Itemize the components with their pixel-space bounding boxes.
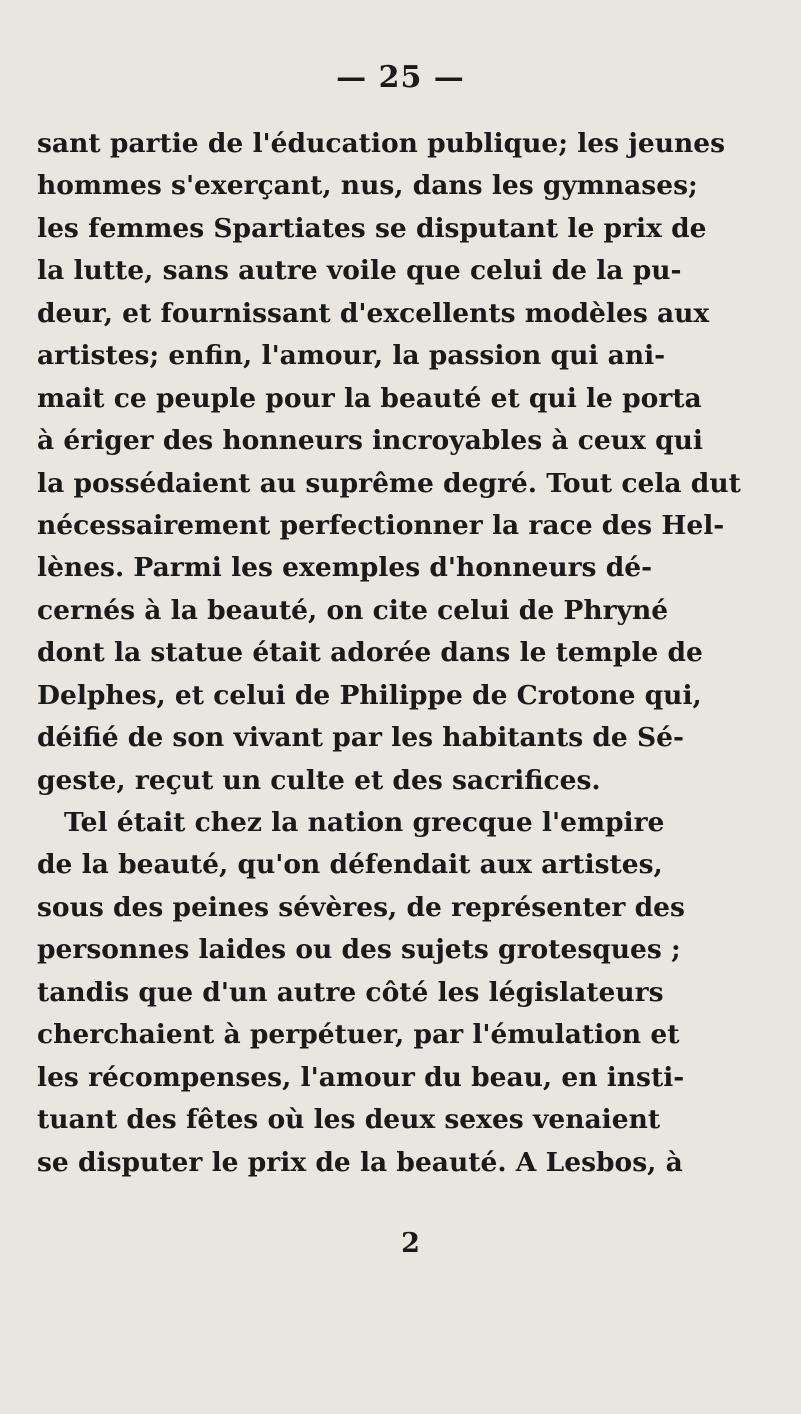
text-line: mait ce peuple pour la beauté et qui le porta: [37, 382, 702, 414]
text-line: tuant des fêtes où les deux sexes venaient: [37, 1104, 661, 1136]
text-line: les récompenses, l'amour du beau, en insti-: [37, 1061, 685, 1093]
text-line: cernés à la beauté, on cite celui de Phryné: [37, 594, 669, 626]
text-line: de la beauté, qu'on défendait aux artistes,: [37, 849, 663, 881]
page-number: — 25 —: [336, 60, 465, 95]
text-line: hommes s'exerçant, nus, dans les gymnases;: [37, 170, 698, 202]
signature-mark: 2: [401, 1228, 420, 1259]
text-line: artistes; enfin, l'amour, la passion qui ani-: [37, 340, 666, 372]
text-line: deur, et fournissant d'excellents modèles aux: [37, 297, 710, 329]
text-line-paragraph-start: Tel était chez la nation grecque l'empire: [64, 807, 665, 838]
text-line: se disputer le prix de la beauté. A Lesbos, à: [37, 1146, 683, 1178]
text-line: déifié de son vivant par les habitants de Sé-: [37, 722, 684, 754]
text-line: sant partie de l'éducation publique; les jeunes: [37, 128, 726, 159]
text-line: personnes laides ou des sujets grotesques ;: [37, 934, 681, 966]
text-line: sous des peines sévères, de représenter des: [37, 891, 685, 923]
text-line: cherchaient à perpétuer, par l'émulation et: [37, 1019, 680, 1051]
text-line: nécessairement perfectionner la race des Hel-: [37, 509, 725, 541]
text-line: lènes. Parmi les exemples d'honneurs dé-: [37, 552, 653, 584]
text-line: à ériger des honneurs incroyables à ceux qui: [37, 425, 703, 457]
text-line: dont la statue était adorée dans le temple de: [37, 637, 703, 669]
text-line-paragraph-end: geste, reçut un culte et des sacrifices.: [37, 764, 601, 796]
text-line: Delphes, et celui de Philippe de Crotone qui,: [37, 679, 702, 711]
text-line: tandis que d'un autre côté les législateurs: [37, 976, 664, 1008]
text-line: les femmes Spartiates se disputant le prix de: [37, 212, 707, 244]
text-line: la possédaient au suprême degré. Tout cela dut: [37, 467, 741, 499]
body-text: [37, 123, 741, 1184]
text-line: la lutte, sans autre voile que celui de la pu-: [37, 255, 682, 287]
